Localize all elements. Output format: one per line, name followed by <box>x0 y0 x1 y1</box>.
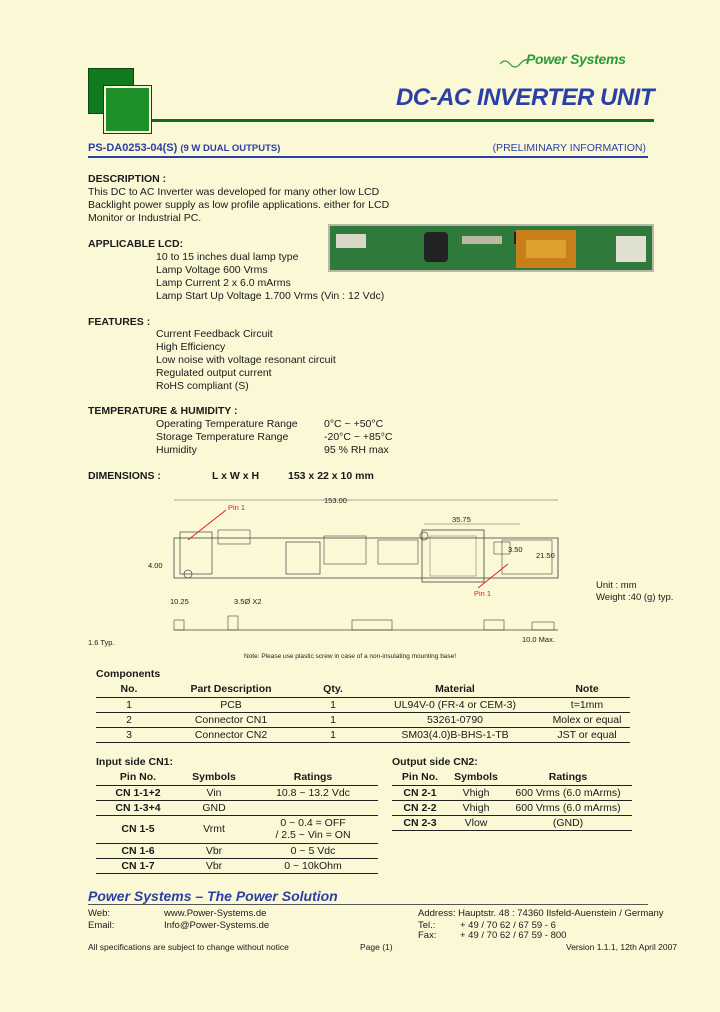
applicable-item: Lamp Voltage 600 Vrms <box>156 264 268 276</box>
description-heading: DESCRIPTION : <box>88 173 167 185</box>
preliminary-label: (PRELIMINARY INFORMATION) <box>492 142 646 154</box>
column-header: No. <box>96 682 162 697</box>
table-cell: Vbr <box>180 843 248 858</box>
component-outline <box>378 540 418 564</box>
table-cell: UL94V-0 (FR-4 or CEM-3) <box>366 697 544 712</box>
input-side-table <box>96 770 378 874</box>
temperature-value: 0°C ~ +50°C <box>324 418 384 430</box>
table-cell: SM03(4.0)B-BHS-1-TB <box>366 727 544 742</box>
applicable-item: Lamp Current 2 x 6.0 mArms <box>156 277 291 289</box>
table-row <box>392 815 632 830</box>
table-row <box>96 727 630 742</box>
dim-35-75: 35.75 <box>452 515 471 524</box>
components-heading: Components <box>96 668 161 680</box>
web-label: Web: <box>88 908 111 919</box>
logo-square-front <box>104 86 151 133</box>
table-cell: CN 2-3 <box>392 815 448 830</box>
output-side-table <box>392 770 632 831</box>
fax-label: Fax: <box>418 930 437 941</box>
temperature-value: 95 % RH max <box>324 444 389 456</box>
pcb-inductor <box>424 232 448 262</box>
side-component <box>174 620 184 630</box>
table-row <box>96 800 378 815</box>
mounting-note: Note: Please use plastic screw in case of a non-insulating mounting base! <box>244 653 457 660</box>
column-header: Qty. <box>300 682 366 697</box>
table-cell: CN 2-2 <box>392 800 448 815</box>
table-cell: CN 1-6 <box>96 843 180 858</box>
column-header: Pin No. <box>96 770 180 785</box>
dim-hole-dia: 3.5Ø X2 <box>234 597 262 606</box>
table-row <box>96 785 378 800</box>
table-row <box>392 785 632 800</box>
description-line: Backlight power supply as low profile applications. either for LCD <box>88 199 390 211</box>
applicable-list <box>156 251 384 303</box>
unit-label: Unit : mm <box>596 580 637 591</box>
brand-logo <box>500 50 660 72</box>
temperature-heading: TEMPERATURE & HUMIDITY : <box>88 405 238 417</box>
table-row <box>96 815 378 843</box>
table-cell: 1 <box>300 697 366 712</box>
side-component <box>484 620 504 630</box>
table-cell: Molex or equal <box>544 712 630 727</box>
table-cell: CN 1-1+2 <box>96 785 180 800</box>
rating-line: 0 ~ 0.4 = OFF <box>280 817 346 829</box>
table-cell: Vlow <box>448 815 504 830</box>
page-number: Page (1) <box>360 942 393 952</box>
part-number-text: PS-DA0253-04(S) <box>88 142 178 154</box>
table-cell: Connector CN2 <box>162 727 300 742</box>
pcb-connector <box>336 234 366 248</box>
brand-name: Power Systems <box>526 51 626 67</box>
table-cell: 10.8 ~ 13.2 Vdc <box>248 785 378 800</box>
applicable-item: Lamp Start Up Voltage 1.700 Vrms (Vin : 12 Vdc) <box>156 290 385 302</box>
table-cell: 1 <box>96 697 162 712</box>
table-cell: Vhigh <box>448 800 504 815</box>
feature-item: RoHS compliant (S) <box>156 380 249 392</box>
description-text <box>88 186 389 225</box>
column-header: Part Description <box>162 682 300 697</box>
table-cell: 600 Vrms (6.0 mArms) <box>504 800 632 815</box>
side-component <box>532 622 554 630</box>
dim-10-25: 10.25 <box>170 597 189 606</box>
table-cell: CN 2-1 <box>392 785 448 800</box>
applicable-item: 10 to 15 inches dual lamp type <box>156 251 299 263</box>
temperature-row <box>156 431 393 444</box>
table-row <box>392 800 632 815</box>
disclaimer-text: All specifications are subject to change without notice <box>88 942 289 952</box>
table-header-row <box>392 770 632 785</box>
table-row <box>96 843 378 858</box>
column-header: Pin No. <box>392 770 448 785</box>
component-outline <box>324 536 366 564</box>
input-side-heading: Input side CN1: <box>96 756 174 768</box>
column-header: Material <box>366 682 544 697</box>
temperature-row <box>156 418 393 431</box>
title-divider <box>152 119 654 122</box>
table-cell: 1 <box>300 727 366 742</box>
description-line: Monitor or Industrial PC. <box>88 212 202 224</box>
address-text: Address: Hauptstr. 48 : 74360 Ilsfeld-Auenstein / Germany <box>418 908 664 919</box>
table-cell <box>248 800 378 815</box>
table-cell <box>248 815 378 843</box>
feature-item: Low noise with voltage resonant circuit <box>156 354 336 366</box>
temperature-label: Storage Temperature Range <box>156 431 289 443</box>
footer-divider <box>88 904 648 905</box>
dim-3-50: 3.50 <box>508 545 523 554</box>
output-side-heading: Output side CN2: <box>392 756 478 768</box>
side-component <box>352 620 392 630</box>
fax-value: + 49 / 70 62 / 67 59 - 800 <box>460 930 567 941</box>
table-row <box>96 712 630 727</box>
table-cell: CN 1-3+4 <box>96 800 180 815</box>
temperature-row <box>156 444 393 457</box>
table-cell: 53261-0790 <box>366 712 544 727</box>
dimensions-value: 153 x 22 x 10 mm <box>288 470 374 482</box>
transformer-inner <box>430 536 476 576</box>
temperature-label: Humidity <box>156 444 197 456</box>
pcb-coil <box>526 240 566 258</box>
rating-line: / 2.5 ~ Vin = ON <box>275 829 351 841</box>
tel-value: + 49 / 70 62 / 67 59 - 6 <box>460 920 556 931</box>
dim-length: 153.00 <box>324 496 347 505</box>
dimensions-heading: DIMENSIONS : <box>88 470 161 482</box>
email-label: Email: <box>88 920 115 931</box>
temperature-list <box>156 418 393 457</box>
features-heading: FEATURES : <box>88 316 151 328</box>
table-cell: Vhigh <box>448 785 504 800</box>
table-cell: 1 <box>300 712 366 727</box>
table-cell: Vin <box>180 785 248 800</box>
column-header: Note <box>544 682 630 697</box>
table-cell: 0 ~ 10kOhm <box>248 858 378 873</box>
pin1-label-cn1: Pin 1 <box>228 503 246 512</box>
table-cell: JST or equal <box>544 727 630 742</box>
column-header: Symbols <box>448 770 504 785</box>
pin1-pointer <box>478 564 508 588</box>
table-header-row <box>96 770 378 785</box>
web-link[interactable]: www.Power-Systems.de <box>164 908 267 919</box>
dim-10-max: 10.0 Max. <box>522 635 555 644</box>
table-cell: 0 ~ 5 Vdc <box>248 843 378 858</box>
table-row <box>96 858 378 873</box>
side-component <box>228 616 238 630</box>
table-cell: CN 1-5 <box>96 815 180 843</box>
pcb-chip <box>462 236 502 244</box>
column-header: Ratings <box>504 770 632 785</box>
table-cell: 3 <box>96 727 162 742</box>
dim-1-6: 1.6 Typ. <box>88 638 115 647</box>
dimensions-lwh: L x W x H <box>212 470 260 482</box>
table-row <box>96 697 630 712</box>
components-table <box>96 682 630 743</box>
weight-label: Weight :40 (g) typ. <box>596 592 674 603</box>
table-cell: PCB <box>162 697 300 712</box>
table-cell: Vbr <box>180 858 248 873</box>
table-cell: Connector CN1 <box>162 712 300 727</box>
pcb-output-connector <box>616 236 646 262</box>
table-cell: 600 Vrms (6.0 mArms) <box>504 785 632 800</box>
table-header-row <box>96 682 630 697</box>
temperature-value: -20°C ~ +85°C <box>324 431 393 443</box>
footer-tagline: Power Systems – The Power Solution <box>88 888 338 904</box>
dim-4-00: 4.00 <box>148 561 163 570</box>
email-link[interactable]: Info@Power-Systems.de <box>164 920 270 931</box>
table-cell: 2 <box>96 712 162 727</box>
inductor-outline <box>286 542 320 574</box>
page-title: DC-AC INVERTER UNIT <box>395 84 654 111</box>
dim-21-50: 21.50 <box>536 551 555 560</box>
table-cell: Vrmt <box>180 815 248 843</box>
column-header: Symbols <box>180 770 248 785</box>
table-cell: t=1mm <box>544 697 630 712</box>
feature-item: Regulated output current <box>156 367 272 379</box>
column-header: Ratings <box>248 770 378 785</box>
chip-outline <box>218 530 250 544</box>
feature-item: High Efficiency <box>156 341 226 353</box>
table-cell: CN 1-7 <box>96 858 180 873</box>
feature-item: Current Feedback Circuit <box>156 328 273 340</box>
applicable-heading: APPLICABLE LCD: <box>88 238 184 250</box>
tel-label: Tel.: <box>418 920 436 931</box>
dimension-drawing <box>88 492 648 668</box>
header-divider <box>88 156 648 158</box>
pin1-label-cn2: Pin 1 <box>474 589 492 598</box>
version-text: Version 1.1.1, 12th April 2007 <box>566 942 678 952</box>
table-cell: GND <box>180 800 248 815</box>
description-line: This DC to AC Inverter was developed for many other low LCD <box>88 186 380 198</box>
temperature-label: Operating Temperature Range <box>156 418 298 430</box>
features-list <box>156 328 336 393</box>
pin1-pointer <box>188 510 226 540</box>
part-number <box>88 142 280 154</box>
mount-hole <box>420 532 428 540</box>
part-suffix: (9 W DUAL OUTPUTS) <box>180 143 281 154</box>
table-cell: (GND) <box>504 815 632 830</box>
